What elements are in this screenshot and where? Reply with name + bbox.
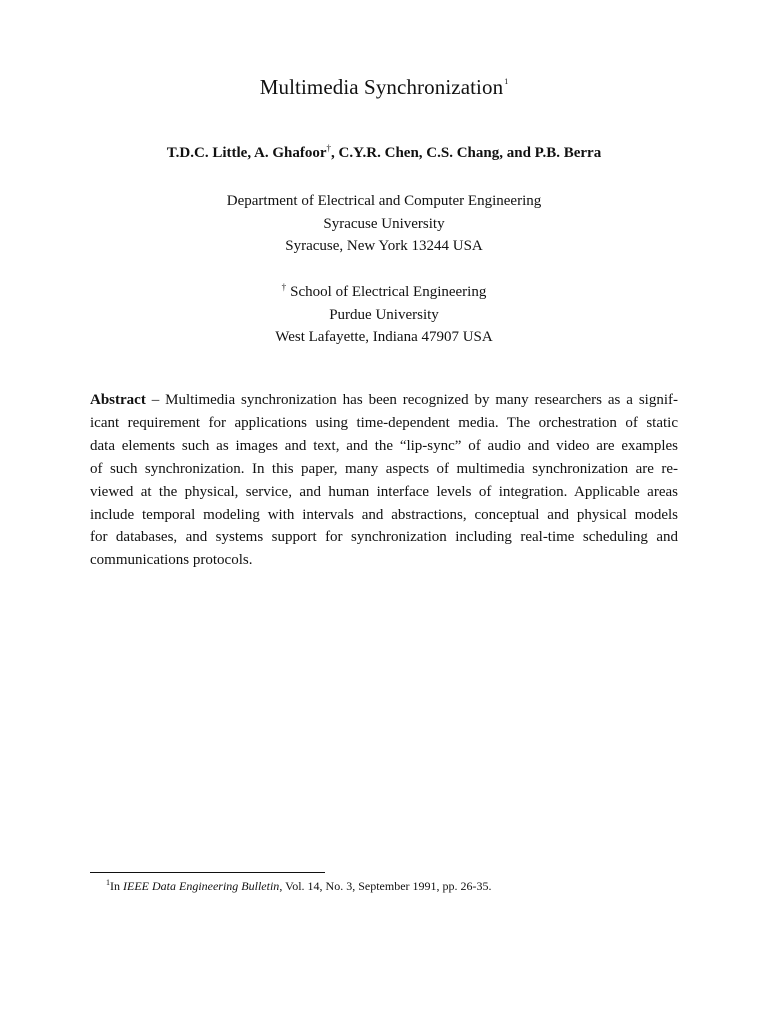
author-list: [0, 137, 768, 164]
authors-part-1: T.D.C. Little, A. Ghafoor: [166, 145, 327, 161]
footnote: [106, 875, 492, 894]
abstract-line: of such synchronization. In this paper, many aspects of multimedia synchronization are re-: [90, 460, 678, 477]
abstract-line: include temporal modeling with intervals and abstractions, conceptual and physical models: [90, 506, 678, 523]
affiliation-2-dagger-mark: †: [281, 282, 287, 292]
abstract-line: communications protocols.: [90, 552, 253, 569]
title-text: Multimedia Synchronization: [259, 75, 504, 99]
authors-part-2: , C.Y.R. Chen, C.S. Chang, and P.B. Berra: [331, 145, 602, 161]
footnote-prefix: In: [110, 879, 123, 893]
footnote-journal: IEEE Data Engineering Bulletin: [123, 879, 280, 893]
abstract-line: viewed at the physical, service, and human interface levels of integration. Applicable areas: [90, 483, 678, 500]
abstract-line: icant requirement for applications using time-dependent media. The orchestration of static: [90, 414, 678, 431]
affiliation-2-university: Purdue University: [329, 306, 439, 323]
footnote-details: , Vol. 14, No. 3, September 1991, pp. 26-35.: [279, 879, 492, 893]
paper-title: [0, 68, 768, 101]
affiliation-2-school: School of Electrical Engineering: [290, 284, 487, 300]
affiliation-1-university: Syracuse University: [323, 215, 445, 232]
abstract-paragraph: [90, 389, 678, 572]
affiliation-1-department: Department of Electrical and Computer Engineering: [226, 193, 542, 209]
affiliation-syracuse: [0, 190, 768, 258]
author-dagger-mark: †: [326, 143, 331, 153]
abstract-line-text: – Multimedia synchronization has been recognized by many researchers as a signif-: [145, 392, 678, 408]
footnote-divider: [90, 872, 325, 873]
abstract-line: data elements such as images and text, and the “lip-sync” of audio and video are examples: [90, 437, 678, 454]
affiliation-2-school-line: [0, 276, 768, 304]
abstract-line: for databases, and systems support for synchronization including real-time scheduling and: [90, 529, 678, 546]
abstract-line: [90, 389, 678, 412]
abstract-label: Abstract: [90, 392, 146, 408]
title-footnote-mark: 1: [504, 77, 509, 86]
footnote-mark: 1: [106, 878, 110, 887]
affiliation-1-address: Syracuse, New York 13244 USA: [285, 238, 483, 254]
affiliation-2-address: West Lafayette, Indiana 47907 USA: [275, 329, 493, 345]
affiliation-purdue: [0, 276, 768, 349]
